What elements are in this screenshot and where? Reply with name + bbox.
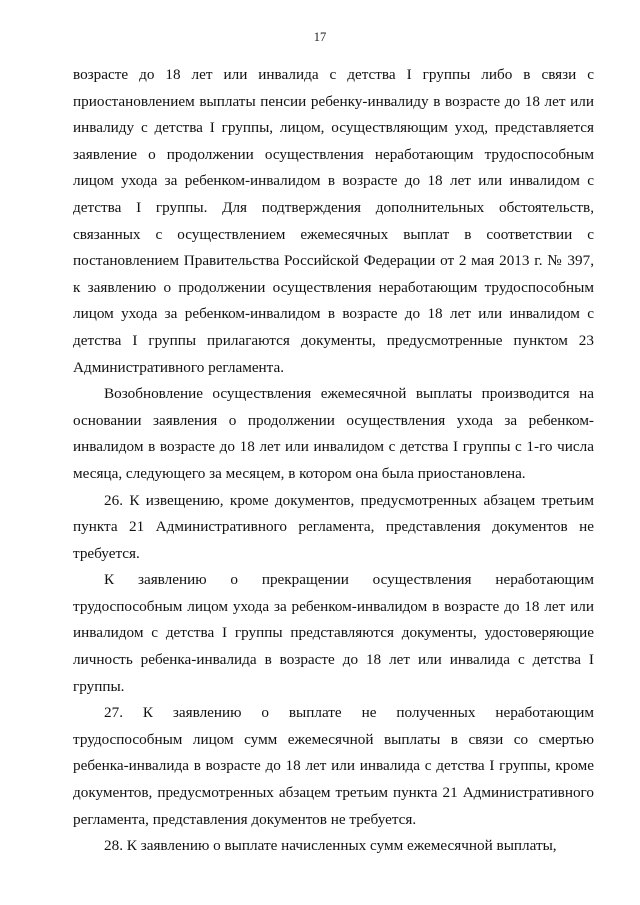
page-number: 17 — [313, 30, 327, 44]
paragraph-27: 27. К заявлению о выплате не полученных неработающим трудоспособным лицом сумм ежемесячной выплаты в связи со смертью ребенка-инвалида в возрасте до 18 лет или инвалида с детства I группы, кроме документов, предусмотренных абзацем третьим пункта 21 Административного регламента, представления документов не требуется. — [73, 704, 594, 828]
paragraph-28: 28. К заявлению о выплате начисленных сумм ежемесячной выплаты, — [104, 837, 557, 855]
paragraph-termination: К заявлению о прекращении осуществления неработающим трудоспособным лицом ухода за ребенком-инвалидом в возрасте до 18 лет или инвалидом с детства I группы представляются документы, удостоверяющие личность ребенка-инвалида в возрасте до 18 лет или инвалида с детства I группы. — [73, 571, 594, 695]
paragraph-continuation: возрасте до 18 лет или инвалида с детства I группы либо в связи с приостановлением выплаты пенсии ребенку-инвалиду в возрасте до 18 лет или инвалиду с детства I группы, лицом, осуществляющим уход, представляется заявление о продолжении осуществления неработающим трудоспособным лицом ухода за ребенком-инвалидом в возрасте до 18 лет или инвалидом с детства I группы. Для подтверждения дополнительных обстоятельств, связанных с осуществлением ежемесячных выплат в соответствии с постановлением Правительства Российской Федерации от 2 мая 2013 г. № 397, к заявлению о продолжении осуществления неработающим трудоспособным лицом ухода за ребенком-инвалидом в возрасте до 18 лет или инвалидом с детства I группы прилагаются документы, предусмотренные пунктом 23 Административного регламента. — [73, 66, 594, 376]
paragraph-26: 26. К извещению, кроме документов, предусмотренных абзацем третьим пункта 21 Административного регламента, представления документов не требуется. — [73, 491, 594, 562]
document-body — [73, 62, 594, 860]
paragraph-resumption: Возобновление осуществления ежемесячной выплаты производится на основании заявления о продолжении осуществления ухода за ребенком-инвалидом в возрасте до 18 лет или инвалидом с детства I группы с 1-го числа месяца, следующего за месяцем, в котором она была приостановлена. — [73, 385, 594, 482]
